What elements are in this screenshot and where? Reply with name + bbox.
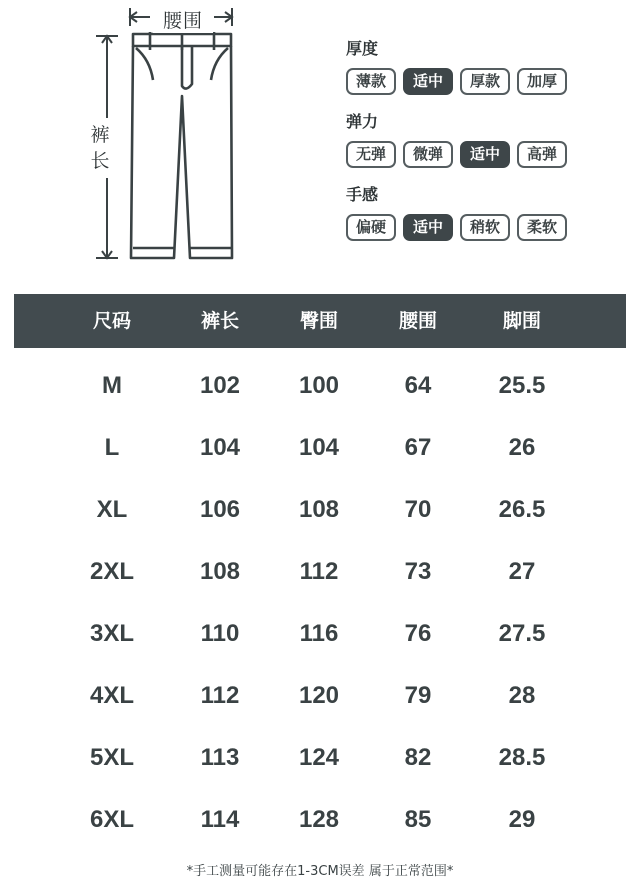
cell-hem: 28.5 <box>498 744 546 771</box>
cell-hip: 112 <box>299 558 339 585</box>
header-hip: 臀围 <box>299 310 338 332</box>
table-row <box>0 727 640 789</box>
cell-hem: 29 <box>508 806 536 833</box>
cell-waist: 73 <box>404 558 432 585</box>
elasticity-option: 高弹 <box>517 141 567 168</box>
feel-option: 柔软 <box>517 214 567 241</box>
header-length: 裤长 <box>200 310 239 332</box>
cell-hem: 26.5 <box>498 496 546 523</box>
elasticity-option: 微弹 <box>403 141 453 168</box>
cell-hip: 120 <box>298 682 340 709</box>
table-row <box>0 603 640 665</box>
cell-waist: 67 <box>404 434 432 461</box>
elasticity-option: 无弹 <box>346 141 396 168</box>
cell-hem: 28 <box>508 682 536 709</box>
cell-size: 5XL <box>89 744 134 771</box>
thickness-option: 薄款 <box>346 68 396 95</box>
size-diagram <box>0 0 640 280</box>
cell-size: M <box>102 372 122 399</box>
cell-length: 112 <box>200 682 240 709</box>
length-label <box>88 122 112 174</box>
cell-hem: 27.5 <box>498 620 546 647</box>
cell-waist: 76 <box>404 620 432 647</box>
cell-length: 113 <box>200 744 240 771</box>
table-row <box>0 665 640 727</box>
table-row <box>0 789 640 851</box>
cell-waist: 64 <box>404 372 432 399</box>
cell-waist: 70 <box>404 496 432 523</box>
cell-length: 114 <box>200 806 240 833</box>
cell-size: 6XL <box>89 806 134 833</box>
feel-title: 手感 <box>346 185 379 204</box>
feel-option: 偏硬 <box>346 214 396 241</box>
cell-length: 108 <box>199 558 241 585</box>
cell-length: 110 <box>200 620 240 647</box>
table-row <box>0 355 640 417</box>
cell-hip: 128 <box>298 806 340 833</box>
cell-hip: 100 <box>298 372 340 399</box>
cell-size: 3XL <box>89 620 134 647</box>
cell-hip: 108 <box>298 496 340 523</box>
thickness-options <box>346 68 567 95</box>
length-label-top: 裤 <box>90 124 110 146</box>
feel-option-selected: 适中 <box>403 214 453 241</box>
cell-hem: 26 <box>508 434 536 461</box>
header-hem: 脚围 <box>502 310 541 332</box>
cell-hem: 25.5 <box>498 372 546 399</box>
feel-option: 稍软 <box>460 214 510 241</box>
size-table-body <box>0 355 640 851</box>
elasticity-options <box>346 141 567 168</box>
elasticity-group <box>346 109 567 168</box>
cell-size: 2XL <box>89 558 134 585</box>
cell-length: 106 <box>199 496 241 523</box>
table-row <box>0 541 640 603</box>
cell-hem: 27 <box>508 558 536 585</box>
thickness-group <box>346 36 567 95</box>
cell-length: 102 <box>199 372 241 399</box>
thickness-option: 加厚 <box>517 68 567 95</box>
size-table-header <box>14 294 626 348</box>
elasticity-title: 弹力 <box>346 112 379 131</box>
length-label-bottom: 长 <box>90 150 110 172</box>
measurement-footnote: *手工测量可能存在1-3CM误差 属于正常范围* <box>186 864 454 879</box>
cell-hip: 104 <box>298 434 340 461</box>
cell-waist: 85 <box>404 806 432 833</box>
cell-length: 104 <box>199 434 241 461</box>
table-row <box>0 479 640 541</box>
cell-hip: 124 <box>298 744 340 771</box>
thickness-option: 厚款 <box>460 68 510 95</box>
feel-options <box>346 214 567 241</box>
thickness-option-selected: 适中 <box>403 68 453 95</box>
cell-size: 4XL <box>89 682 134 709</box>
feel-group <box>346 182 567 241</box>
table-row <box>0 417 640 479</box>
cell-hip: 116 <box>299 620 339 647</box>
elasticity-option-selected: 适中 <box>460 141 510 168</box>
cell-waist: 82 <box>404 744 432 771</box>
header-waist: 腰围 <box>398 310 437 332</box>
thickness-title: 厚度 <box>346 39 379 58</box>
cell-size: XL <box>96 496 128 523</box>
cell-size: L <box>104 434 120 461</box>
cell-waist: 79 <box>404 682 432 709</box>
waist-label: 腰围 <box>153 6 213 33</box>
header-size: 尺码 <box>92 310 131 332</box>
